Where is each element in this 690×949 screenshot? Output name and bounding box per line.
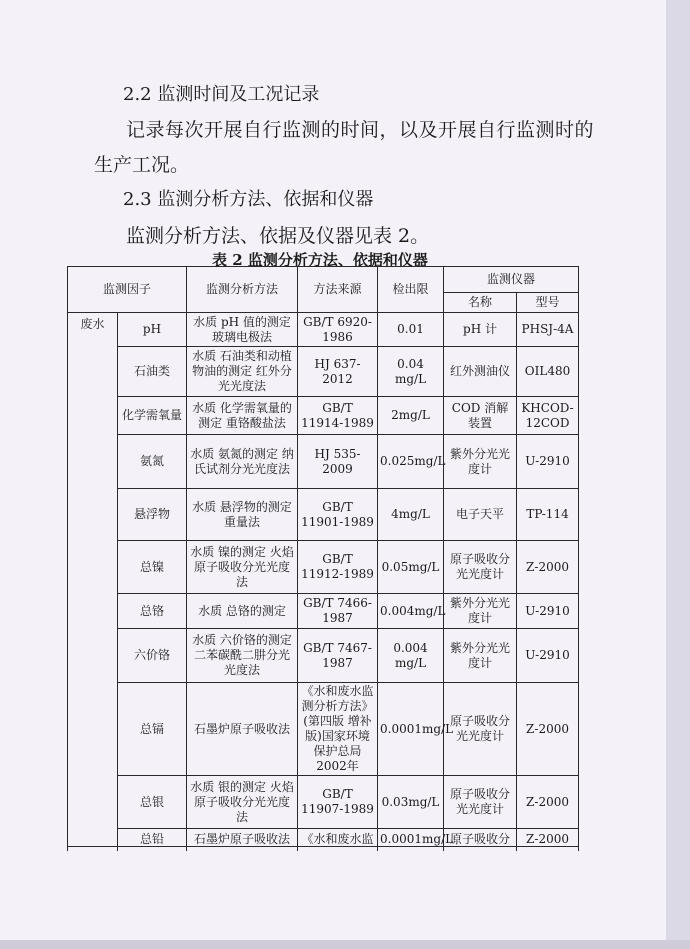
page-bottom-edge [0,940,690,949]
method-cell: 水质 化学需氧量的测定 重铬酸盐法 [187,397,298,435]
source-cell: GB/T 11912-1989 [298,541,378,594]
method-cell: 水质 悬浮物的测定 重量法 [187,489,298,541]
category-cell: 废水 [68,313,118,851]
instrument-name-cell: 原子吸收分光光度计 [444,683,517,776]
instrument-model-cell: U-2910 [517,629,579,683]
instrument-model-cell: U-2910 [517,594,579,629]
factor-cell: pH [118,313,187,347]
method-cell: 水质 镍的测定 火焰原子吸收分光光度法 [187,541,298,594]
instrument-model-cell: KHCOD-12COD [517,397,579,435]
method-cell: 水质 银的测定 火焰原子吸收分光光度法 [187,776,298,829]
source-cell: GB/T 11907-1989 [298,776,378,829]
factor-cell: 总镍 [118,541,187,594]
method-cell: 石墨炉原子吸收法 [187,829,298,851]
source-cell: 《水和废水监测分析方法》(第四版 增补版)国家环境保护总局 2002年 [298,683,378,776]
instrument-model-cell: Z-2000 [517,683,579,776]
factor-cell: 氨氮 [118,435,187,489]
factor-cell: 六价铬 [118,629,187,683]
page-edge [666,0,690,949]
instrument-name-cell: 紫外分光光度计 [444,629,517,683]
factor-cell: 总铅 [118,829,187,851]
limit-cell: 4mg/L [378,489,444,541]
instrument-name-cell: 原子吸收分 [444,829,517,851]
table-row [68,541,579,594]
header-method: 监测分析方法 [187,267,298,313]
method-cell: 水质 石油类和动植物油的测定 红外分光光度法 [187,347,298,397]
limit-cell: 0.0001mg/L [378,829,444,851]
instrument-name-cell: 电子天平 [444,489,517,541]
factor-cell: 总镉 [118,683,187,776]
instrument-name-cell: pH 计 [444,313,517,347]
factor-cell: 悬浮物 [118,489,187,541]
instrument-model-cell: Z-2000 [517,829,579,851]
section-2-3-text: 监测分析方法、依据及仪器见表 2。 [126,225,430,247]
factor-cell: 总银 [118,776,187,829]
limit-cell: 0.004mg/L [378,594,444,629]
factor-cell: 化学需氧量 [118,397,187,435]
factor-cell: 石油类 [118,347,187,397]
header-factor: 监测因子 [68,267,187,313]
section-2-3-heading: 2.3 监测分析方法、依据和仪器 [123,189,374,210]
method-cell: 水质 氨氮的测定 纳氏试剂分光光度法 [187,435,298,489]
source-cell: GB/T 11914-1989 [298,397,378,435]
method-cell: 水质 pH 值的测定 玻璃电极法 [187,313,298,347]
instrument-model-cell: PHSJ-4A [517,313,579,347]
limit-cell: 0.025mg/L [378,435,444,489]
table-row [68,683,579,776]
table-row [68,489,579,541]
instrument-model-cell: OIL480 [517,347,579,397]
limit-cell: 0.004 mg/L [378,629,444,683]
limit-cell: 0.05mg/L [378,541,444,594]
table-row [68,776,579,829]
header-source: 方法来源 [298,267,378,313]
method-cell: 水质 总铬的测定 [187,594,298,629]
section-2-2-text-line1: 记录每次开展自行监测的时间，以及开展自行监测时的 [126,119,595,141]
instrument-name-cell: 原子吸收分光光度计 [444,776,517,829]
instrument-model-cell: TP-114 [517,489,579,541]
table-row [68,347,579,397]
instrument-name-cell: COD 消解装置 [444,397,517,435]
table-row [68,435,579,489]
table-row [68,594,579,629]
section-2-2-heading: 2.2 监测时间及工况记录 [123,84,320,105]
instrument-model-cell: Z-2000 [517,776,579,829]
table-row [68,397,579,435]
table-row [68,313,579,347]
method-cell: 水质 六价铬的测定 二苯碳酰二肼分光光度法 [187,629,298,683]
table-row [68,829,579,851]
instrument-model-cell: U-2910 [517,435,579,489]
section-2-2-text-line2: 生产工况。 [94,154,190,176]
header-instrument: 监测仪器 [444,267,579,293]
limit-cell: 0.0001mg/L [378,683,444,776]
source-cell: HJ 637-2012 [298,347,378,397]
source-cell: GB/T 7467-1987 [298,629,378,683]
method-cell: 石墨炉原子吸收法 [187,683,298,776]
instrument-name-cell: 紫外分光光度计 [444,594,517,629]
table-row [68,629,579,683]
limit-cell: 0.01 [378,313,444,347]
header-instrument-model: 型号 [517,293,579,313]
limit-cell: 0.04 mg/L [378,347,444,397]
source-cell: GB/T 7466-1987 [298,594,378,629]
table-caption: 表 2 监测分析方法、依据和仪器 [212,251,428,269]
instrument-name-cell: 红外测油仪 [444,347,517,397]
instrument-name-cell: 紫外分光光度计 [444,435,517,489]
factor-cell: 总铬 [118,594,187,629]
header-limit: 检出限 [378,267,444,313]
header-instrument-name: 名称 [444,293,517,313]
instrument-model-cell: Z-2000 [517,541,579,594]
source-cell: HJ 535-2009 [298,435,378,489]
source-cell: 《水和废水监 [298,829,378,851]
limit-cell: 0.03mg/L [378,776,444,829]
instrument-name-cell: 原子吸收分光光度计 [444,541,517,594]
table-bottom-rule [67,846,578,847]
source-cell: GB/T 6920-1986 [298,313,378,347]
methods-table [67,266,579,851]
source-cell: GB/T 11901-1989 [298,489,378,541]
limit-cell: 2mg/L [378,397,444,435]
